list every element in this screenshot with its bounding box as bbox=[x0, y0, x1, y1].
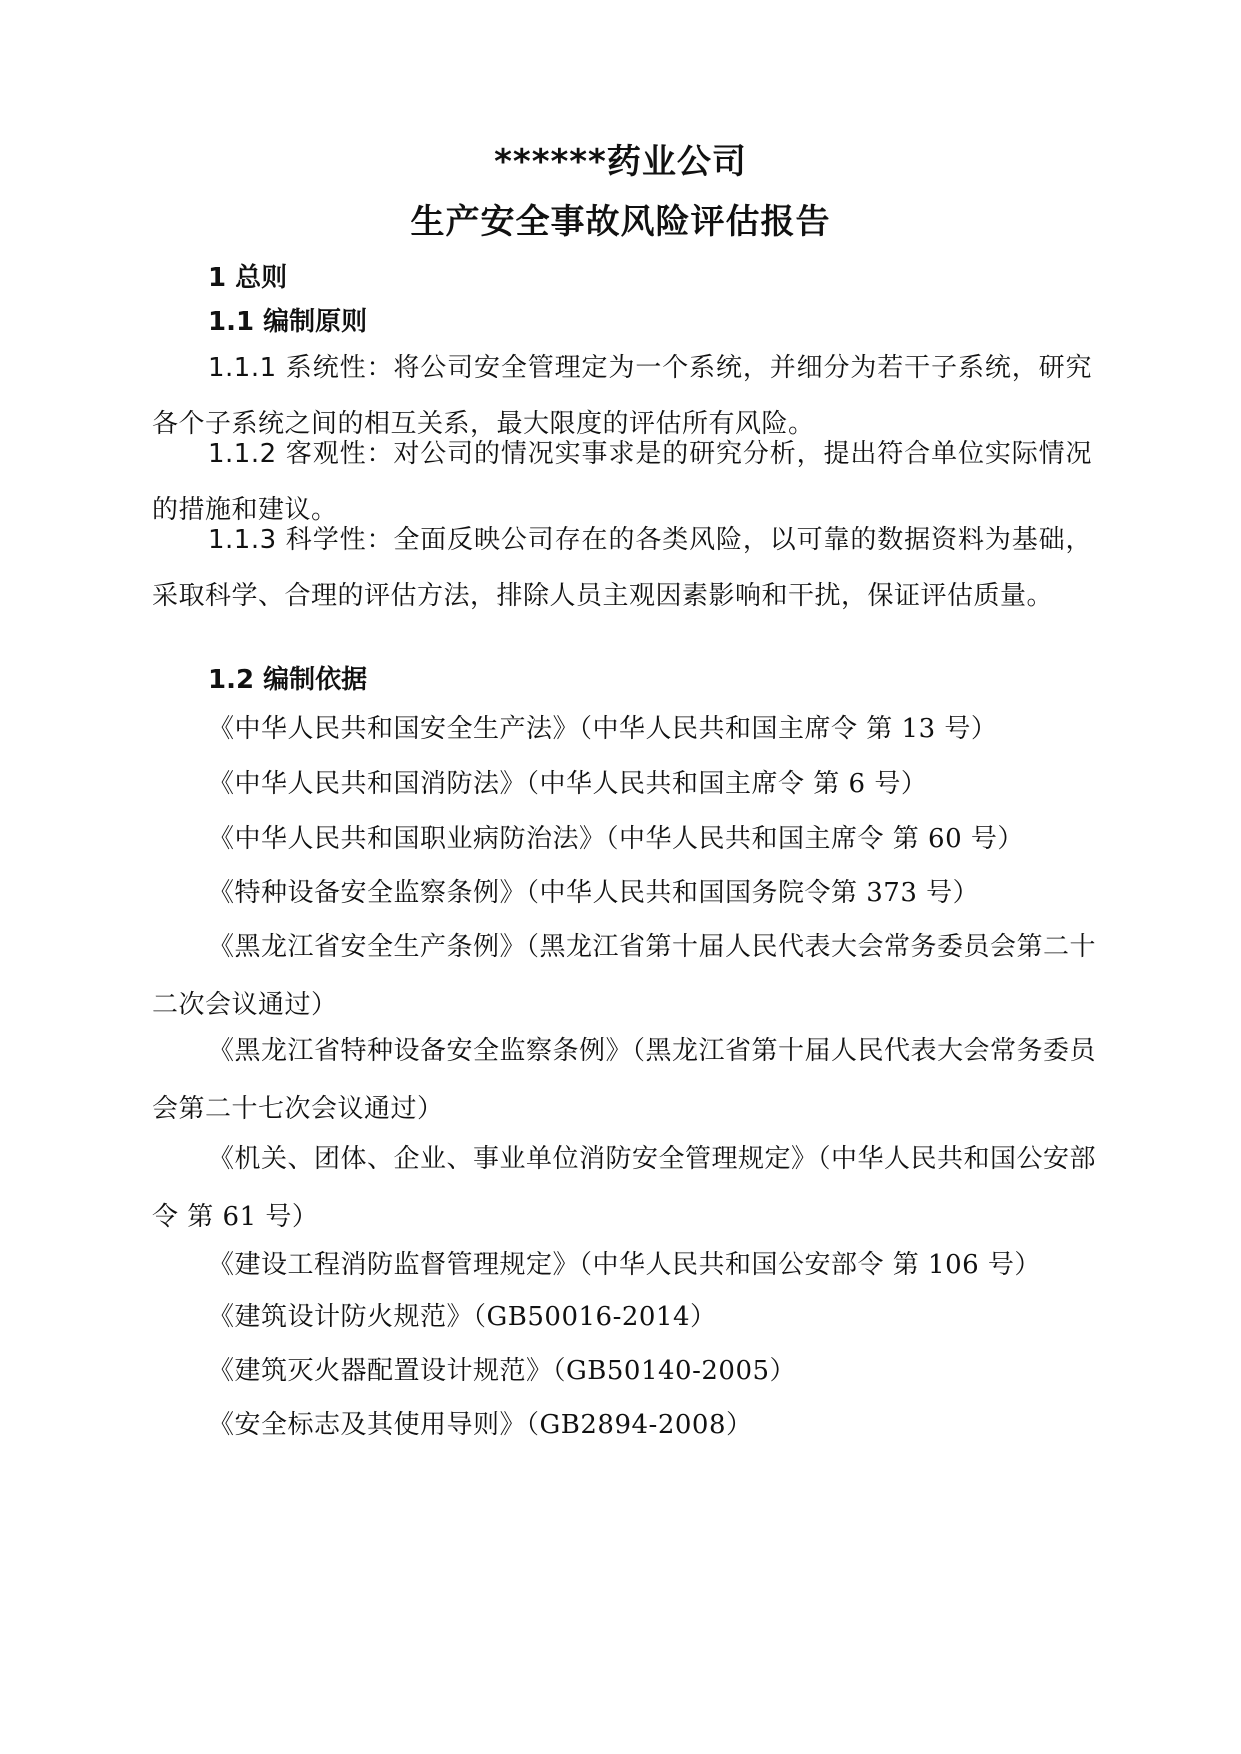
reference-item: 《建筑设计防火规范》（GB50016-2014） bbox=[208, 1302, 717, 1332]
reference-item: 《中华人民共和国职业病防治法》（中华人民共和国主席令 第 60 号） bbox=[208, 824, 1024, 854]
principle-paragraph bbox=[152, 512, 1092, 624]
reference-item: 《中华人民共和国安全生产法》（中华人民共和国主席令 第 13 号） bbox=[208, 714, 998, 744]
principle-number: 1.1.1 bbox=[208, 353, 277, 383]
reference-item: 《机关、团体、企业、事业单位消防安全管理规定》（中华人民共和国公安部令 第 61 号） bbox=[152, 1144, 1097, 1232]
reference-item: 《黑龙江省特种设备安全监察条例》（黑龙江省第十届人民代表大会常务委员会第二十七次会议通过） bbox=[152, 1036, 1097, 1124]
reference-item: 《特种设备安全监察条例》（中华人民共和国国务院令第 373 号） bbox=[208, 878, 980, 908]
reference-item: 《建筑灭火器配置设计规范》（GB50140-2005） bbox=[208, 1356, 797, 1386]
principle-number: 1.1.3 bbox=[208, 525, 277, 555]
section-heading-1: 1 总则 bbox=[208, 263, 288, 293]
company-title: ******药业公司 bbox=[494, 142, 747, 182]
reference-item: 《黑龙江省安全生产条例》（黑龙江省第十届人民代表大会常务委员会第二十二次会议通过） bbox=[152, 932, 1097, 1020]
report-title: 生产安全事故风险评估报告 bbox=[410, 202, 831, 242]
principle-number: 1.1.2 bbox=[208, 439, 277, 469]
principle-text: 系统性：将公司安全管理定为一个系统，并细分为若干子系统，研究各个子系统之间的相互关系，最大限度的评估所有风险。 bbox=[152, 353, 1092, 439]
section-heading-1-1: 1.1 编制原则 bbox=[208, 307, 368, 337]
principle-text: 客观性：对公司的情况实事求是的研究分析，提出符合单位实际情况的措施和建议。 bbox=[152, 439, 1092, 525]
reference-item: 《建设工程消防监督管理规定》（中华人民共和国公安部令 第 106 号） bbox=[208, 1250, 1041, 1280]
principle-text: 科学性：全面反映公司存在的各类风险，以可靠的数据资料为基础，采取科学、合理的评估方法，排除人员主观因素影响和干扰，保证评估质量。 bbox=[152, 525, 1092, 611]
reference-item: 《中华人民共和国消防法》（中华人民共和国主席令 第 6 号） bbox=[208, 769, 928, 799]
reference-item: 《安全标志及其使用导则》（GB2894-2008） bbox=[208, 1410, 753, 1440]
section-heading-1-2: 1.2 编制依据 bbox=[208, 665, 368, 695]
